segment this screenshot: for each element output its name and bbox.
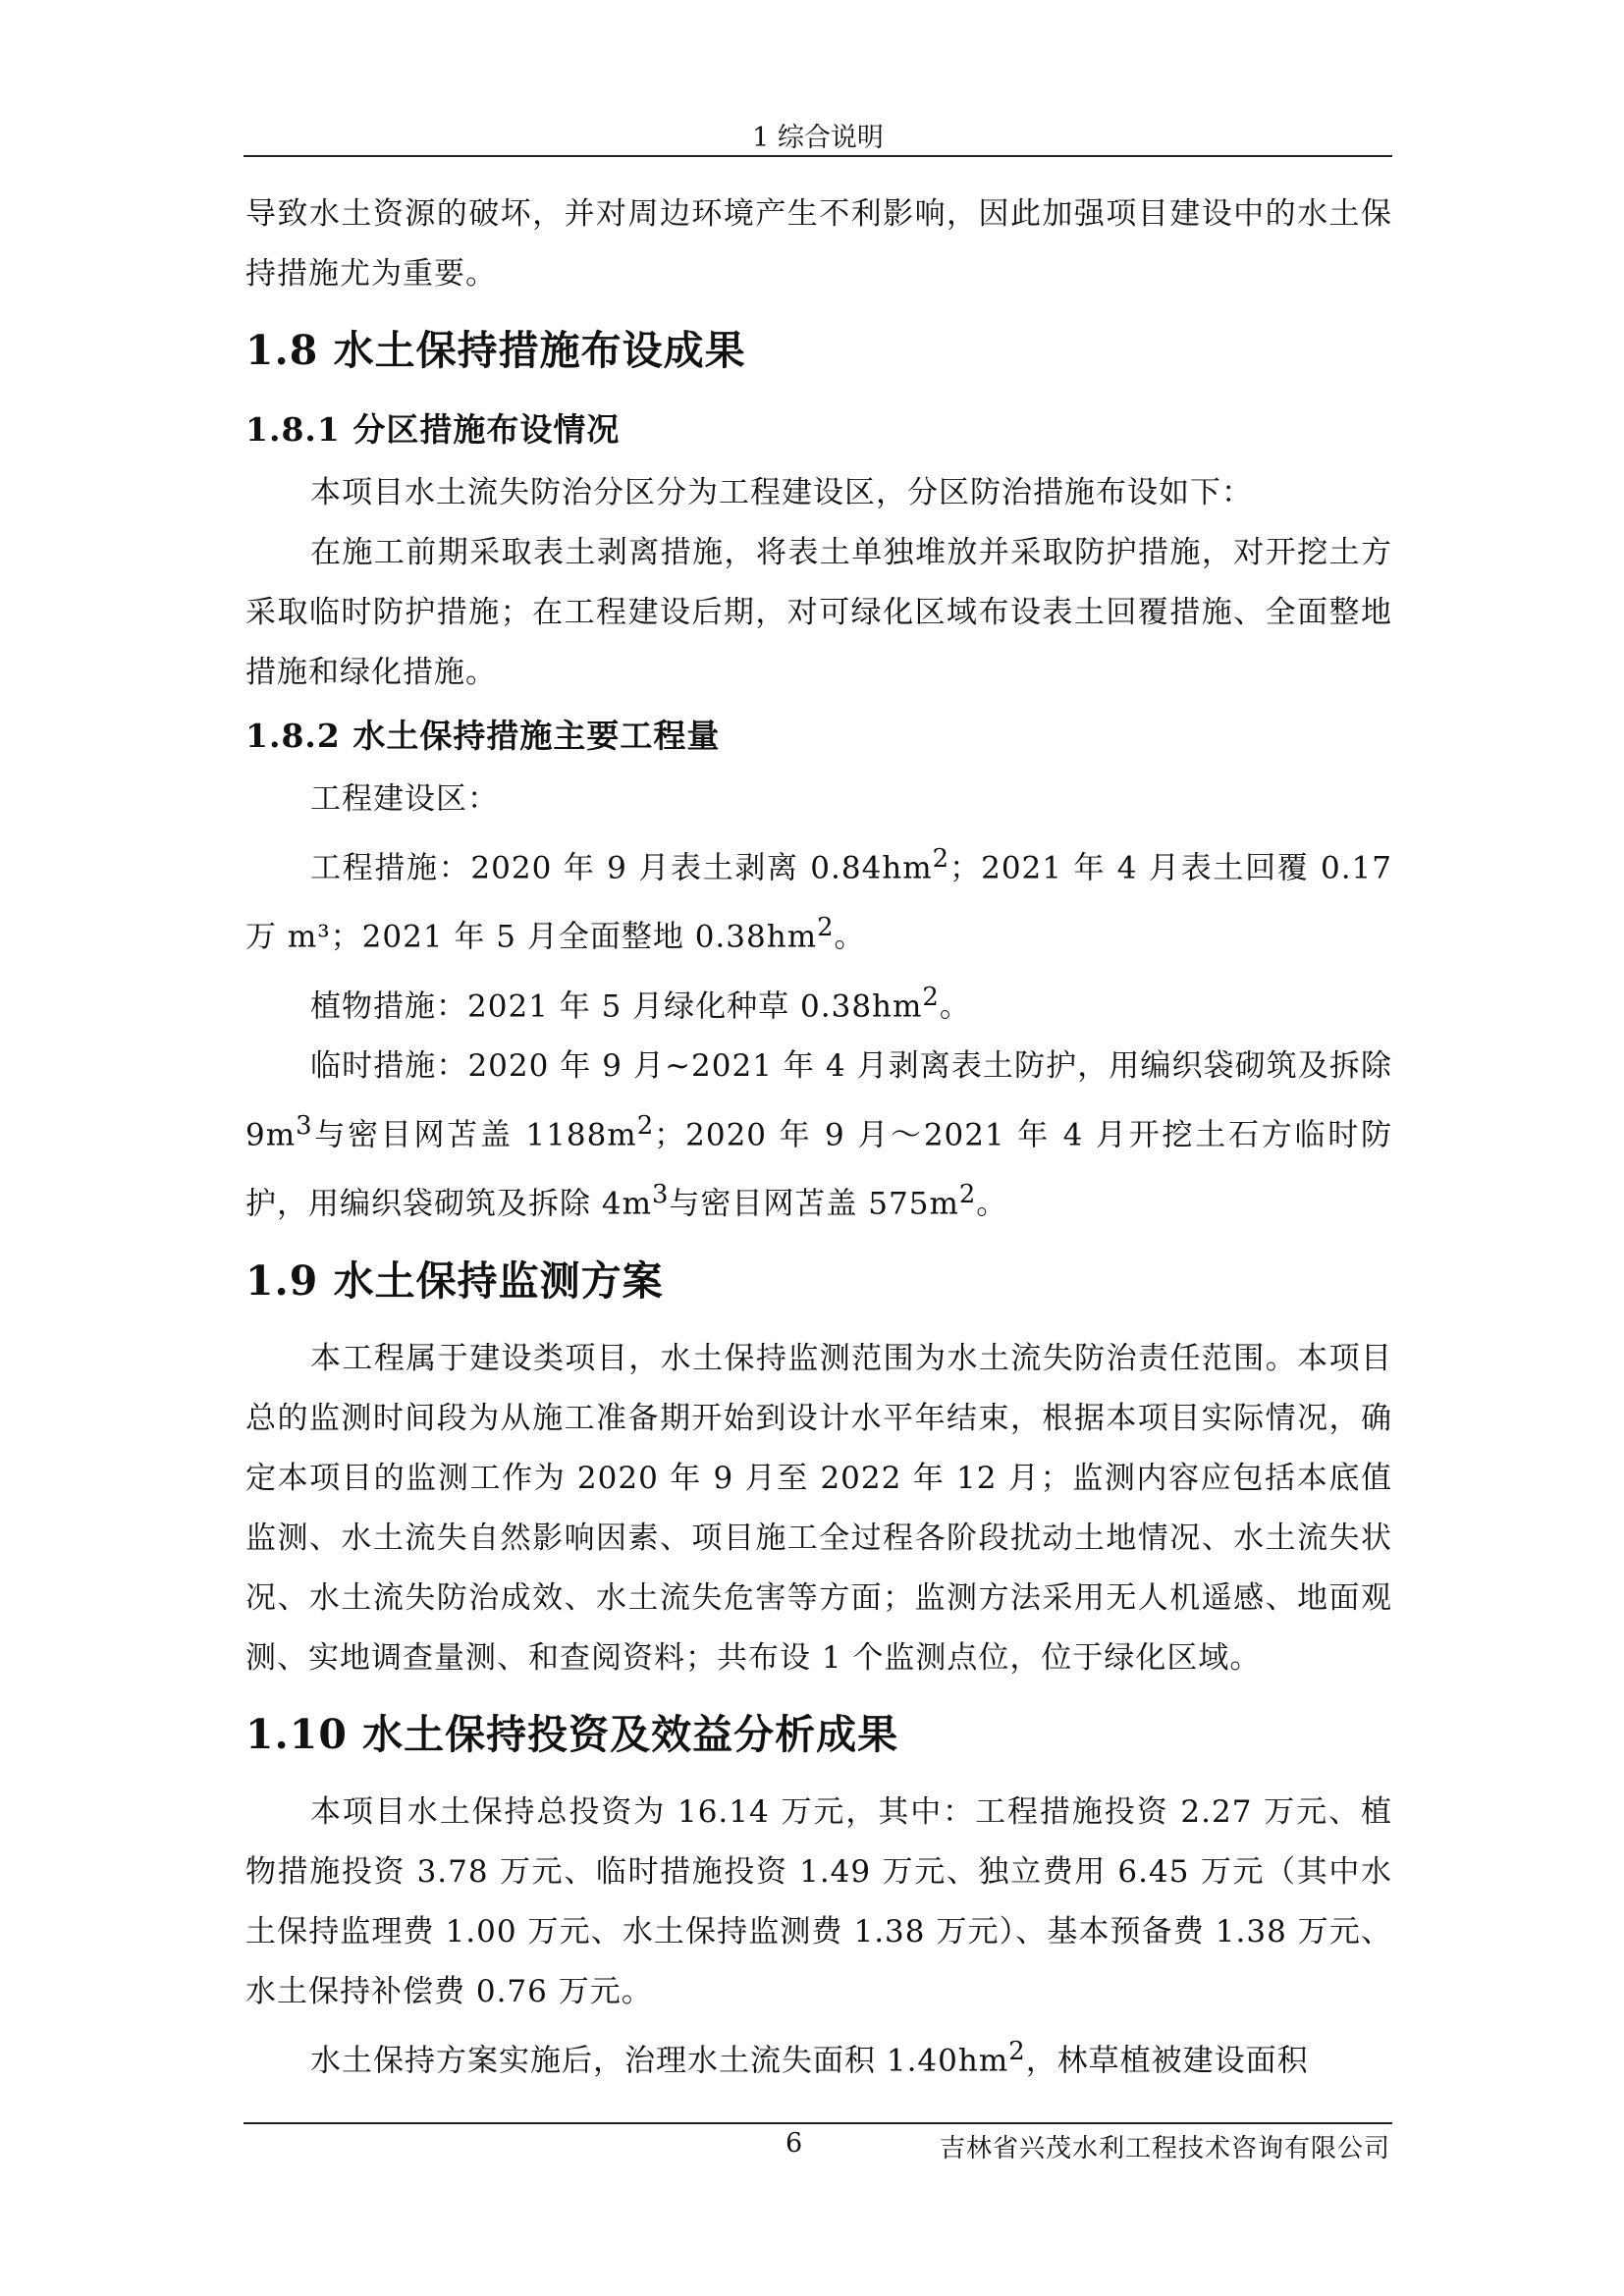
- paragraph: 植物措施：2021 年 5 月绿化种草 $0.38hm^2$。: [310, 982, 971, 1024]
- paragraph: 水土保持方案实施后，治理水土流失面积 $1.40hm^2$，林草植被建设面积: [310, 2036, 1309, 2078]
- footer-divider: [244, 2122, 1392, 2124]
- paragraph: 本项目水土保持总投资为 16.14 万元，其中：工程措施投资 2.27 万元、植物措施投资 3.78 万元、临时措施投资 1.49 万元、独立费用 6.45 万元（其中水土保持监理费 1.00 万元、水土保持监测费 1.38 万元）、基本预备费 1.38 万元、水土保持补偿费 0.76 万元。: [245, 1793, 1392, 2009]
- header-divider: [244, 155, 1392, 157]
- paragraph: 工程措施：2020 年 9 月表土剥离 $0.84hm^2$；2021 年 4 月表土回覆 0.17 万 m³；2021 年 5 月全面整地 $0.38hm^2$。: [245, 844, 1392, 955]
- paragraph: 临时措施：2020 年 9 月~2021 年 4 月剥离表土防护，用编织袋砌筑及拆除 $9m^3$与密目网苫盖 $1188m^2$；2020 年 9 月～2021 年 4 月开挖土石方临时防护，用编织袋砌筑及拆除 $4m^3$与密目网苫盖 $575m^2$。: [245, 1047, 1392, 1222]
- section-heading: 1.9 水土保持监测方案: [245, 1256, 664, 1305]
- company-name: 吉林省兴茂水利工程技术咨询有限公司: [939, 2134, 1390, 2163]
- document-body: [245, 185, 1392, 2091]
- page-number: 6: [785, 2128, 803, 2159]
- paragraph: 导致水土资源的破坏，并对周边环境产生不利影响，因此加强项目建设中的水土保持措施尤为重要。: [245, 196, 1392, 292]
- subsection-heading: 1.8.1 分区措施布设情况: [245, 410, 621, 449]
- section-heading: 1.8 水土保持措施布设成果: [245, 327, 746, 374]
- paragraph: 工程建设区：: [310, 781, 499, 817]
- section-heading: 1.10 水土保持投资及效益分析成果: [245, 1710, 899, 1758]
- subsection-heading: 1.8.2 水土保持措施主要工程量: [245, 717, 721, 755]
- page-header: 1 综合说明: [752, 123, 884, 153]
- paragraph: 在施工前期采取表土剥离措施，将表土单独堆放并采取防护措施，对开挖土方采取临时防护措施；在工程建设后期，对可绿化区域布设表土回覆措施、全面整地措施和绿化措施。: [245, 535, 1392, 690]
- paragraph: 本工程属于建设类项目，水土保持监测范围为水土流失防治责任范围。本项目总的监测时间段为从施工准备期开始到设计水平年结束，根据本项目实际情况，确定本项目的监测工作为 2020 年 9 月至 2022 年 12 月；监测内容应包括本底值监测、水土流失自然影响因素、项目施工全过程各阶段扰动土地情况、水土流失状况、水土流失防治成效、水土流失危害等方面；监测方法采用无人机遥感、地面观测、实地调查量测、和查阅资料；共布设 1 个监测点位，位于绿化区域。: [245, 1340, 1392, 1676]
- paragraph: 本项目水土流失防治分区分为工程建设区，分区防治措施布设如下：: [310, 475, 1253, 510]
